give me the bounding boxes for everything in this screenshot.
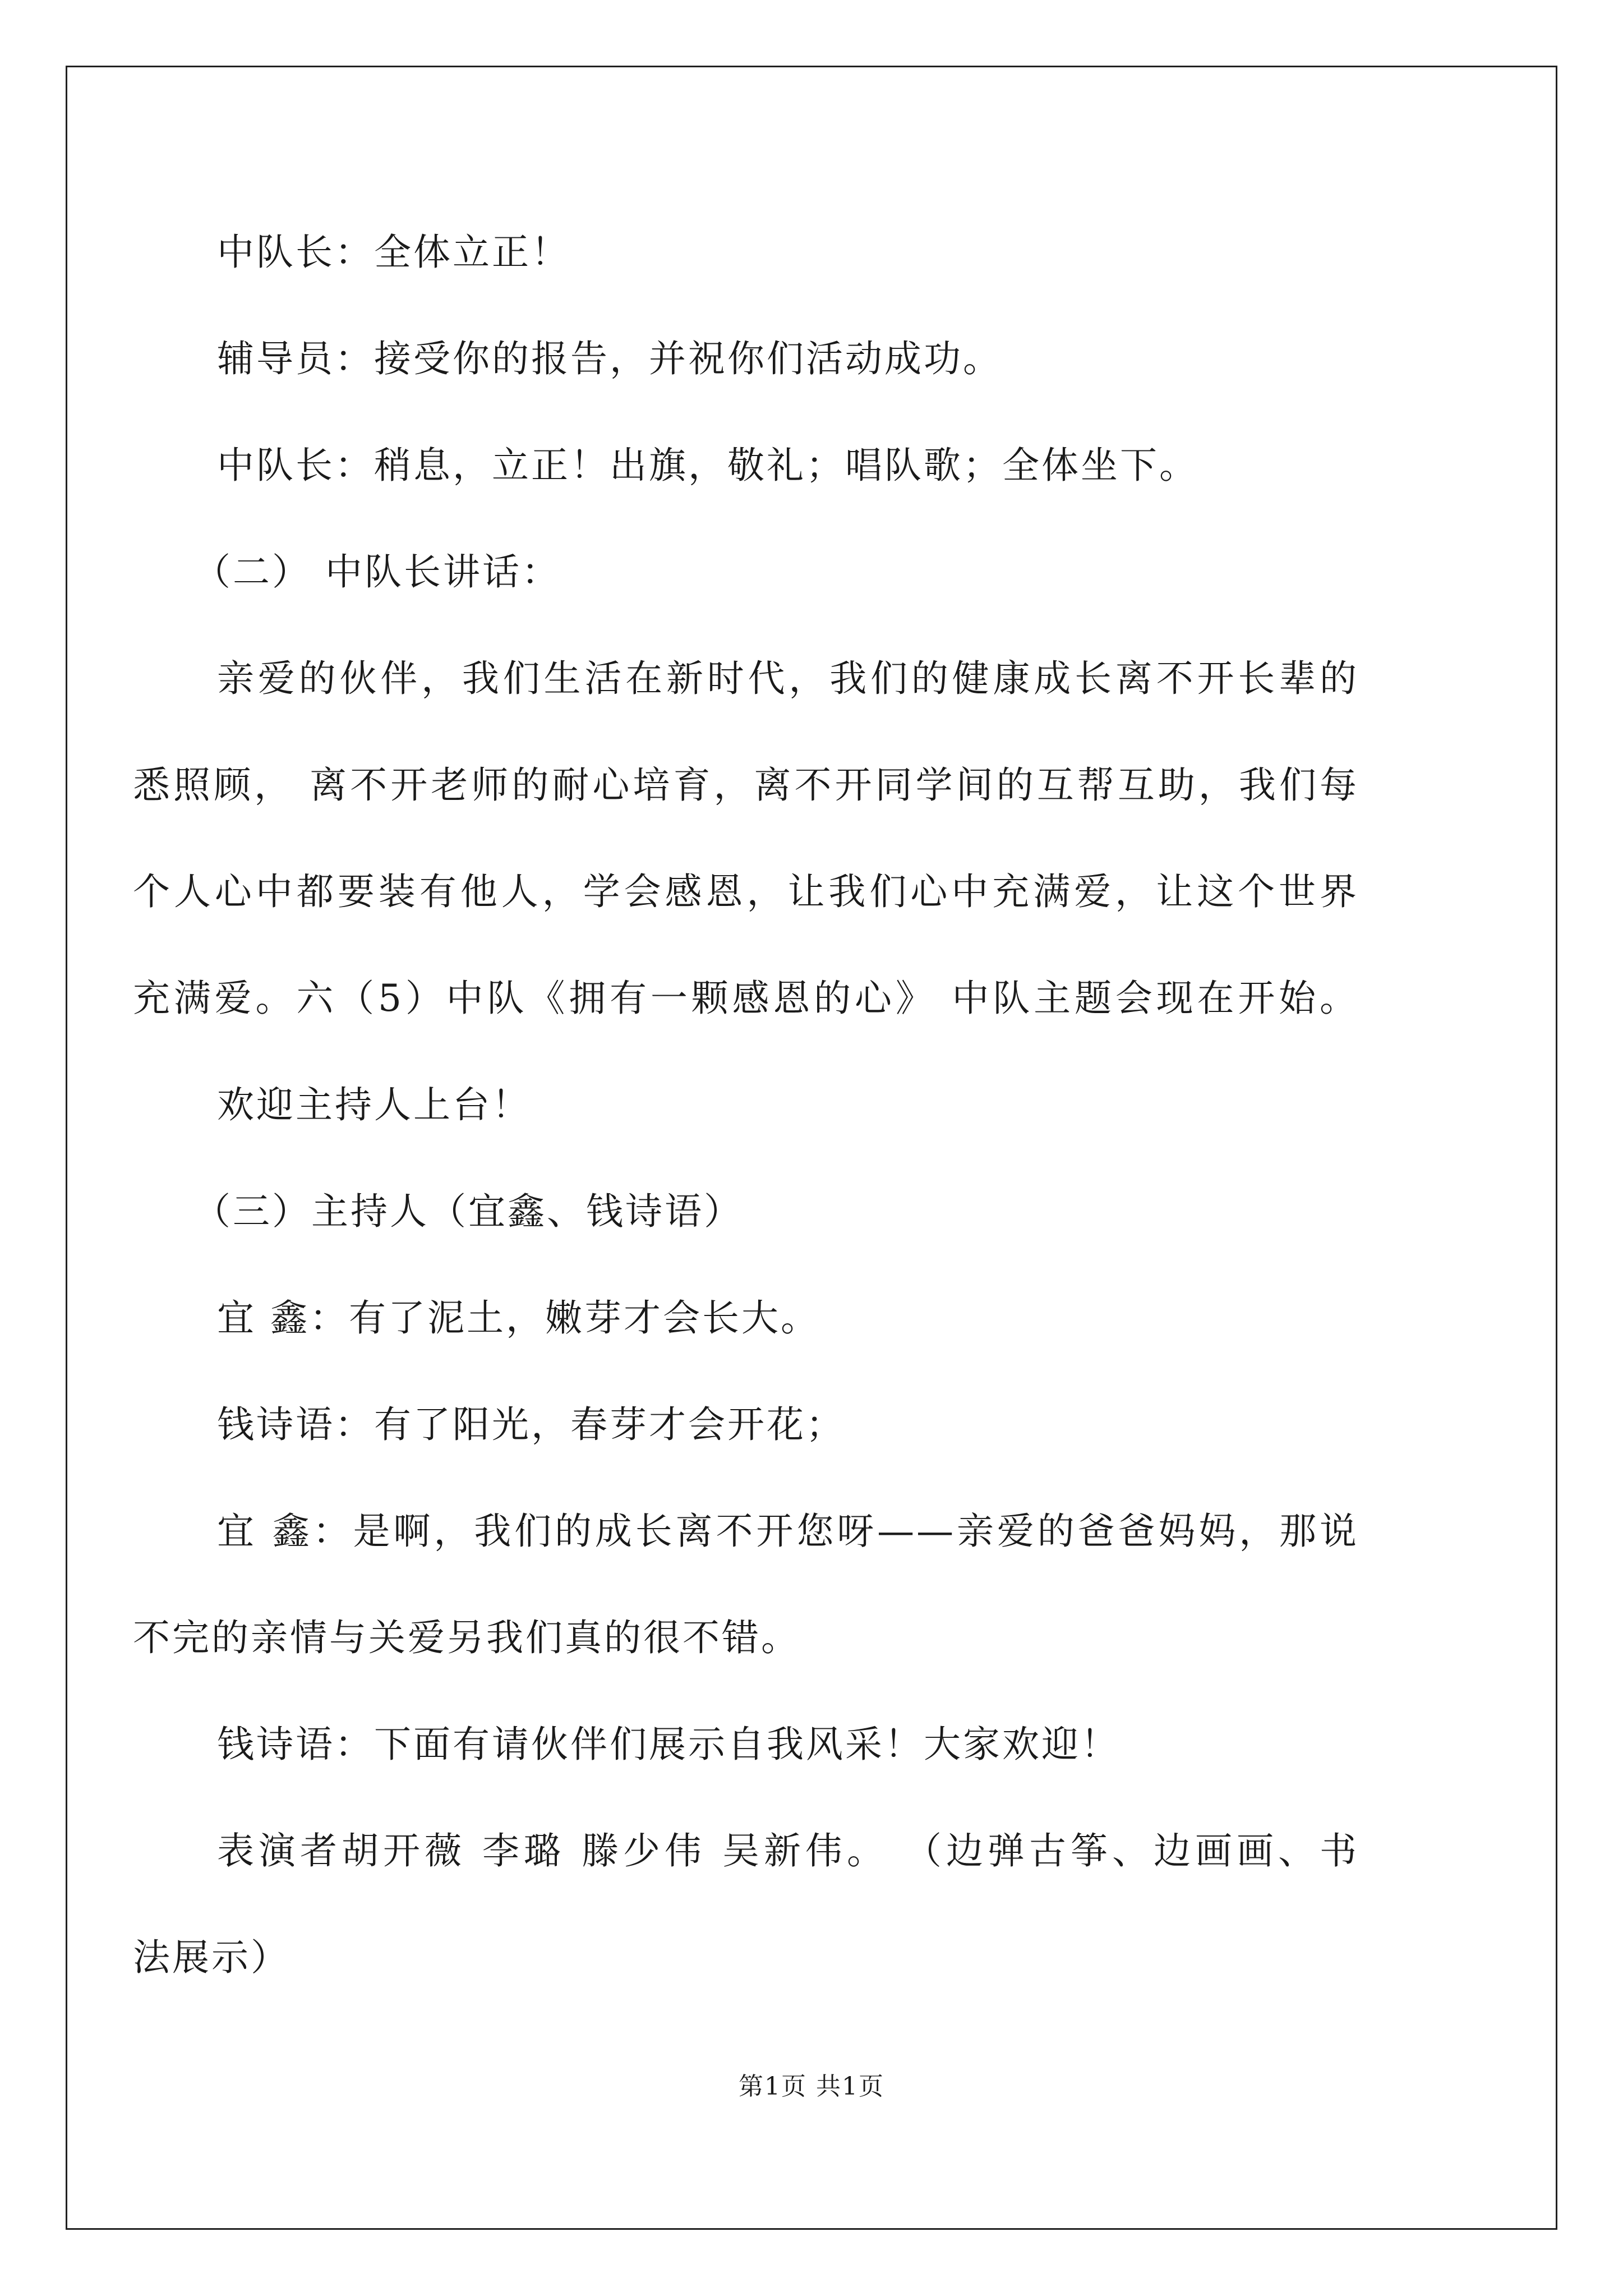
text-line: 表演者胡开薇 李璐 滕少伟 吴新伟。 （边弹古筝、边画画、书 — [217, 1829, 1359, 1872]
section-heading: （二） 中队长讲话： — [193, 550, 561, 593]
text-line: 亲爱的伙伴，我们生活在新时代，我们的健康成长离不开长辈的 — [217, 657, 1359, 700]
text-line: 辅导员：接受你的报告，并祝你们活动成功。 — [217, 337, 1002, 380]
text-line: 中队长：稍息，立正！出旗，敬礼；唱队歌；全体坐下。 — [217, 444, 1198, 487]
text-line: 不完的亲情与关爱另我们真的很不错。 — [133, 1616, 800, 1659]
text-line: 悉照顾， 离不开老师的耐心培育，离不开同学间的互帮互助，我们每 — [133, 763, 1359, 807]
text-line: 宜 鑫：是啊，我们的成长离不开您呀——亲爱的爸爸妈妈，那说 — [217, 1510, 1359, 1553]
page-number-footer: 第1页 共1页 — [739, 2072, 884, 2101]
text-line: 充满爱。六（5）中队《拥有一颗感恩的心》 中队主题会现在开始。 — [133, 977, 1359, 1020]
text-line: 法展示） — [133, 1936, 290, 1979]
text-line: 中队长：全体立正！ — [217, 231, 570, 274]
text-line: 钱诗语：下面有请伙伴们展示自我风采！大家欢迎！ — [217, 1723, 1120, 1766]
section-heading: （三）主持人（宜鑫、钱诗语） — [193, 1190, 743, 1233]
text-line: 宜 鑫：有了泥土，嫩芽才会长大。 — [217, 1296, 820, 1340]
text-line: 欢迎主持人上台！ — [217, 1083, 531, 1126]
text-line: 钱诗语：有了阳光，春芽才会开花； — [217, 1403, 845, 1446]
text-line: 个人心中都要装有他人，学会感恩，让我们心中充满爱，让这个世界 — [133, 870, 1359, 913]
